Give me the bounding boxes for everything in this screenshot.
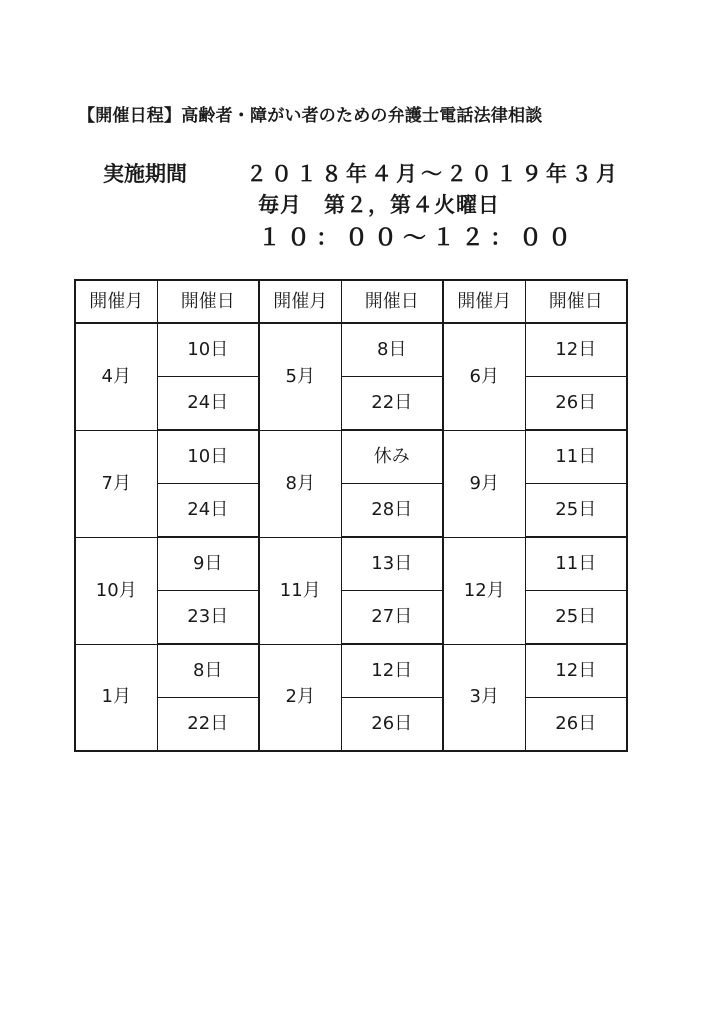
table-row (75, 644, 627, 698)
document-title: 【開催日程】高齢者・障がい者のための弁護士電話法律相談 (78, 106, 543, 126)
month-cell: 8月 (259, 430, 341, 537)
month-cell: 10月 (75, 537, 157, 644)
period-label: 実施期間 (103, 162, 187, 186)
day-cell: 12日 (525, 323, 627, 377)
day-cell: 22日 (157, 698, 259, 752)
table-row (75, 537, 627, 591)
day-cell: 10日 (157, 430, 259, 484)
day-cell: 26日 (341, 698, 443, 752)
day-cell: 24日 (157, 377, 259, 431)
month-cell: 11月 (259, 537, 341, 644)
day-cell: 11日 (525, 430, 627, 484)
table-row (75, 377, 627, 431)
day-cell: 28日 (341, 484, 443, 538)
schedule-table (74, 279, 628, 752)
day-cell: 8日 (341, 323, 443, 377)
day-cell: 23日 (157, 591, 259, 645)
month-cell: 6月 (443, 323, 525, 430)
day-cell: 12日 (525, 644, 627, 698)
period-value: ２０１８年４月～２０１９年３月 (246, 162, 621, 186)
day-cell: 9日 (157, 537, 259, 591)
month-cell: 12月 (443, 537, 525, 644)
day-cell: 8日 (157, 644, 259, 698)
month-cell: 5月 (259, 323, 341, 430)
month-cell: 7月 (75, 430, 157, 537)
month-cell: 1月 (75, 644, 157, 751)
month-cell: 4月 (75, 323, 157, 430)
table-row (75, 698, 627, 752)
header-day-2: 開催日 (341, 280, 443, 323)
month-cell: 2月 (259, 644, 341, 751)
header-month-2: 開催月 (259, 280, 341, 323)
period-time: １０：００～１２：００ (258, 225, 577, 251)
day-cell: 24日 (157, 484, 259, 538)
month-cell: 3月 (443, 644, 525, 751)
table-row (75, 591, 627, 645)
day-cell: 25日 (525, 591, 627, 645)
header-day-3: 開催日 (525, 280, 627, 323)
day-cell: 25日 (525, 484, 627, 538)
day-cell: 12日 (341, 644, 443, 698)
day-cell: 11日 (525, 537, 627, 591)
table-row (75, 430, 627, 484)
day-cell: 22日 (341, 377, 443, 431)
day-cell: 休み (341, 430, 443, 484)
header-day-1: 開催日 (157, 280, 259, 323)
day-cell: 13日 (341, 537, 443, 591)
month-cell: 9月 (443, 430, 525, 537)
day-cell: 10日 (157, 323, 259, 377)
table-header-row (75, 280, 627, 323)
day-cell: 26日 (525, 698, 627, 752)
day-cell: 26日 (525, 377, 627, 431)
period-days: 毎月 第２，第４火曜日 (258, 193, 500, 217)
day-cell: 27日 (341, 591, 443, 645)
header-month-3: 開催月 (443, 280, 525, 323)
header-month-1: 開催月 (75, 280, 157, 323)
table-row (75, 323, 627, 377)
table-row (75, 484, 627, 538)
